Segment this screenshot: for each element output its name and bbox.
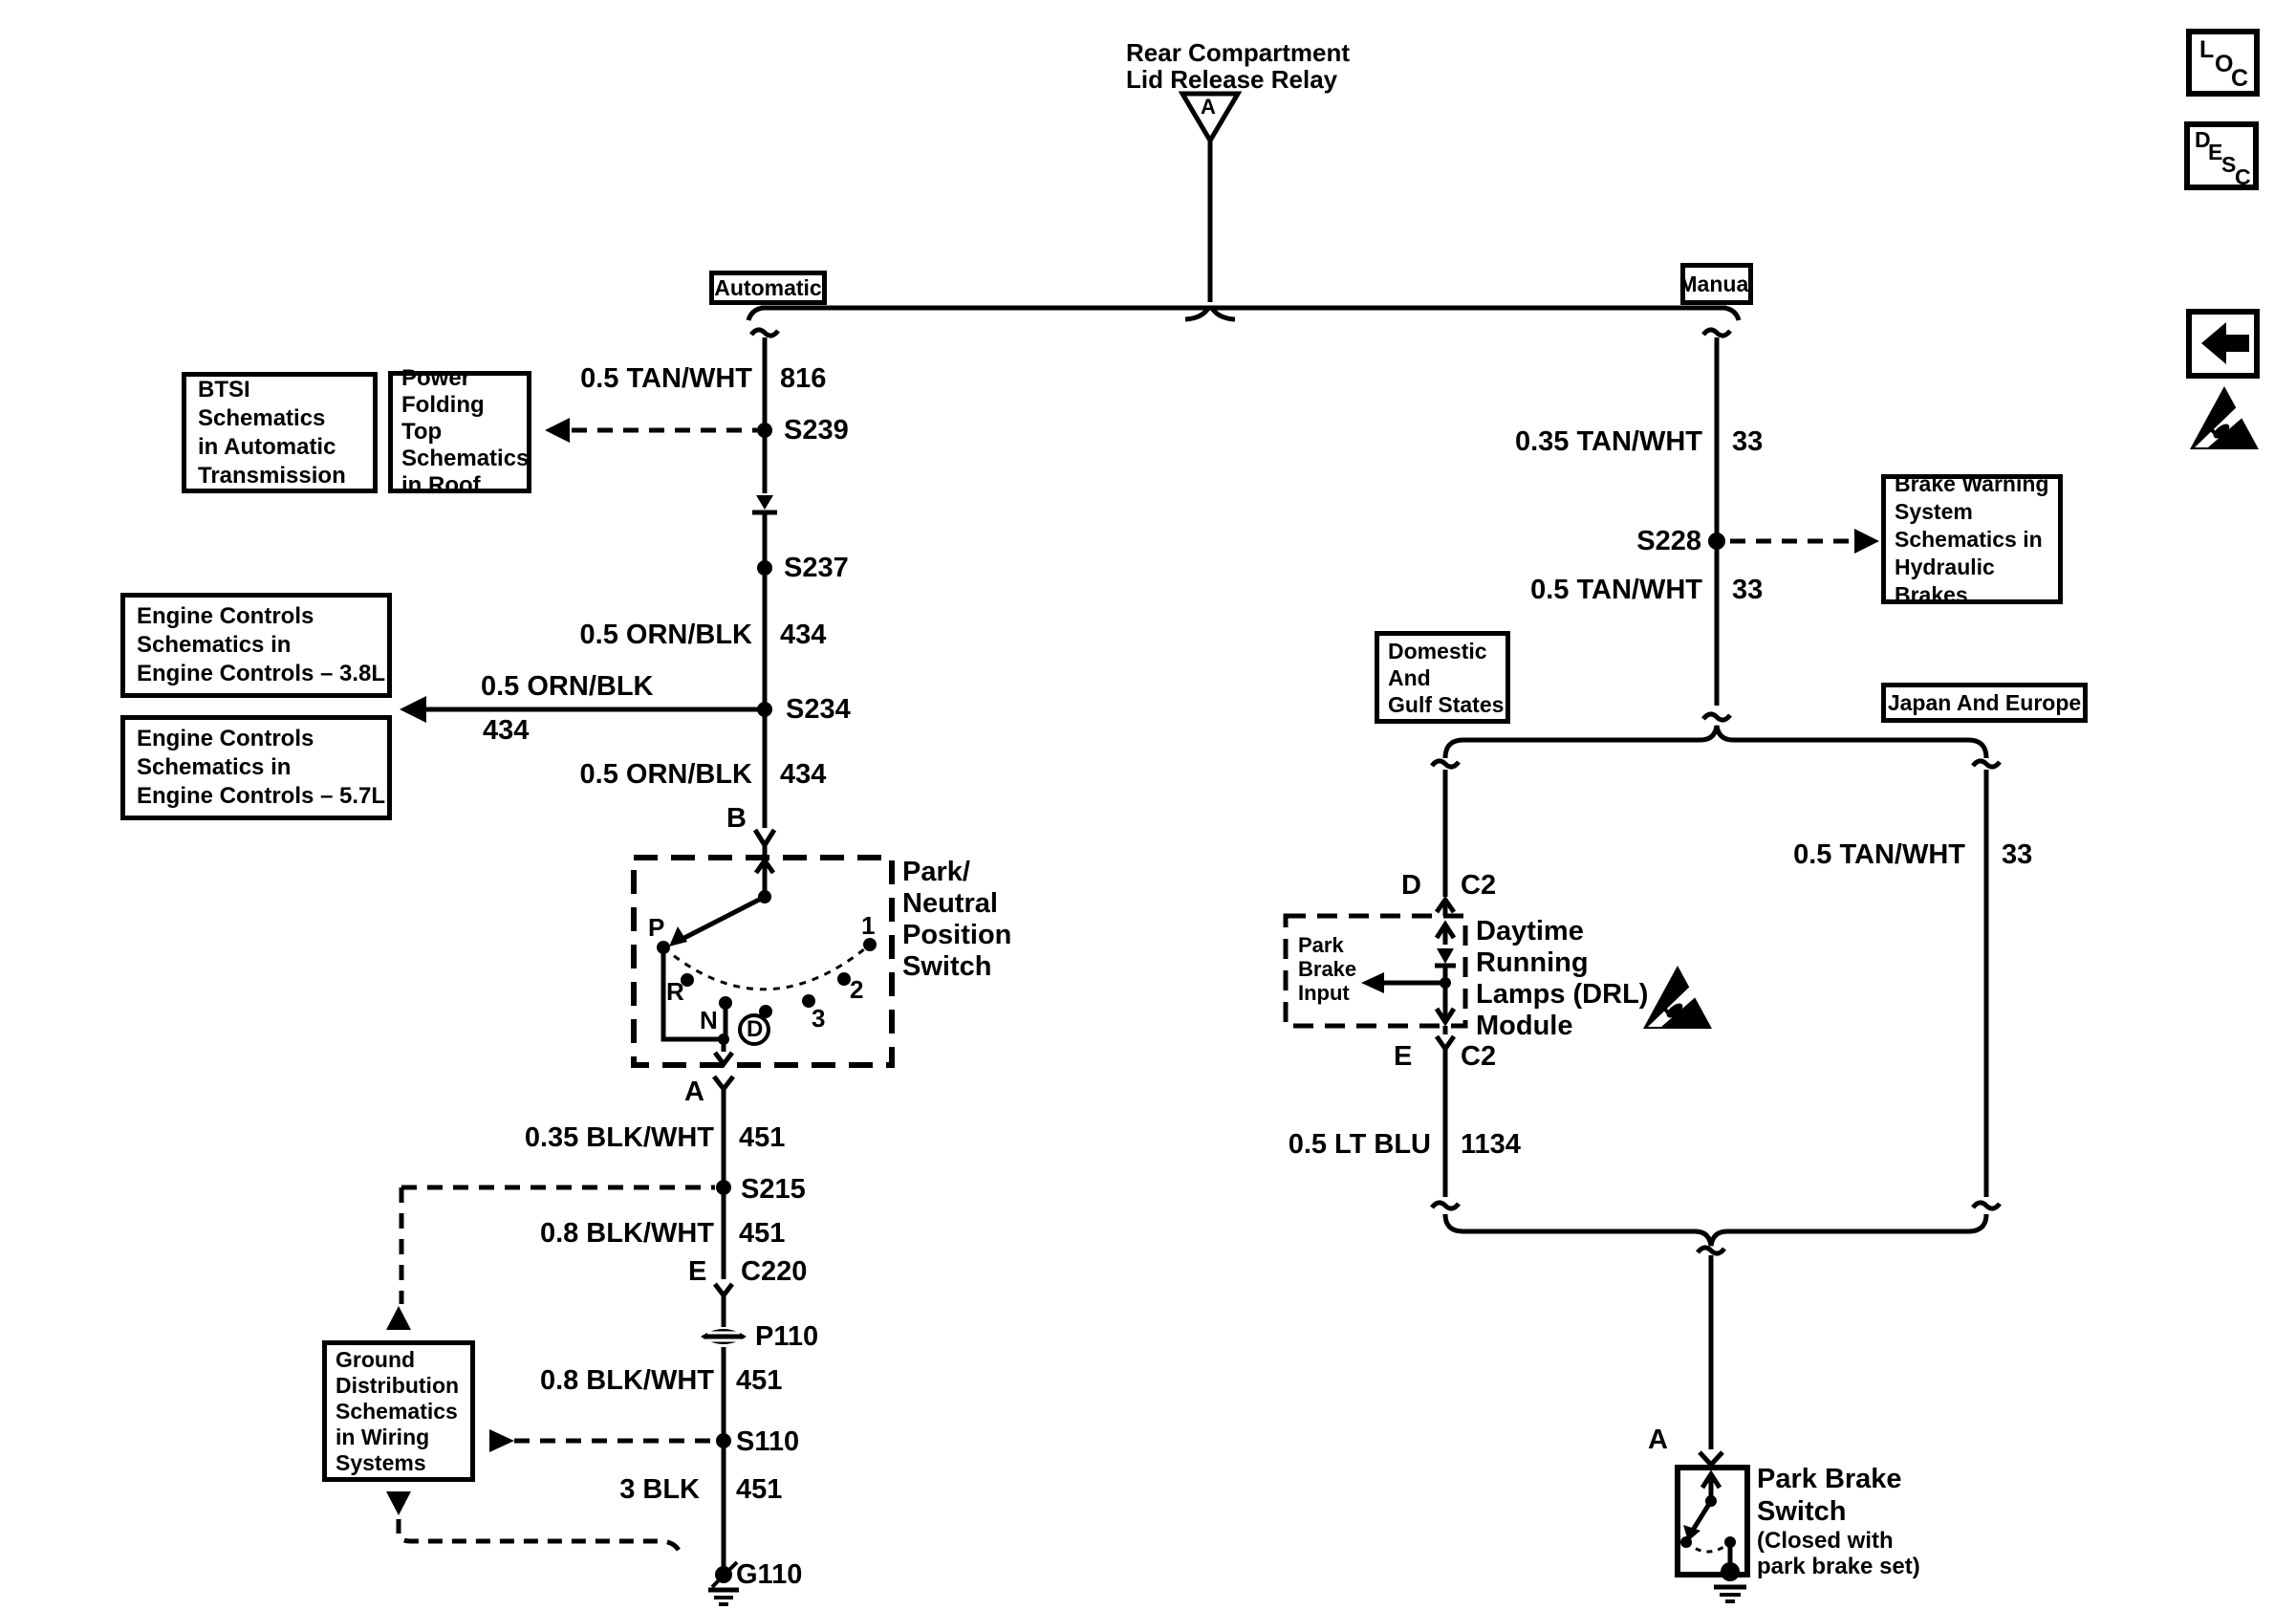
ref-line: Folding Top bbox=[401, 392, 485, 445]
park-brake-switch-title bbox=[1757, 1463, 1920, 1579]
desc-letter: E bbox=[2208, 140, 2223, 164]
splice-label-s215: S215 bbox=[741, 1174, 806, 1205]
splice-dot-s237 bbox=[757, 560, 772, 576]
wire-label-3blk: 3 BLK bbox=[619, 1474, 700, 1505]
pnp-title-line: Switch bbox=[902, 951, 992, 982]
automatic-tag-label: Automatic bbox=[714, 274, 822, 300]
ref-box-engine-38 bbox=[120, 593, 392, 698]
connector-label-c2-top: C2 bbox=[1461, 870, 1497, 901]
desc-letter: D bbox=[2195, 127, 2211, 152]
ref-line: Schematics in bbox=[1895, 526, 2043, 552]
option-bus bbox=[748, 307, 1739, 320]
ref-line: Schematics bbox=[336, 1398, 458, 1424]
ref-line: Engine Controls bbox=[137, 603, 314, 629]
manual-tag-label: Manual bbox=[1679, 271, 1755, 296]
drl-module-name bbox=[1476, 916, 1648, 1042]
pnp-title-line: Neutral bbox=[902, 888, 998, 919]
ref-line: Brake Warning bbox=[1895, 470, 2049, 496]
circuit-451-3blk: 451 bbox=[736, 1474, 783, 1505]
manual-branch-wire bbox=[1703, 330, 1730, 720]
back-arrow-button[interactable] bbox=[2186, 309, 2260, 379]
ref-line: Schematics in bbox=[137, 632, 292, 658]
pnp-pos-d: D bbox=[747, 1016, 764, 1042]
wire-label-451-08a: 0.8 BLK/WHT bbox=[539, 1218, 714, 1249]
splice-dot-s239 bbox=[757, 423, 772, 438]
ref-line: Systems bbox=[336, 1449, 426, 1475]
ref-box-brake-warning bbox=[1881, 470, 2063, 607]
ref-line: in Roof bbox=[401, 472, 481, 498]
pnp-title-line: Position bbox=[902, 920, 1012, 950]
pin-label-d: D bbox=[1401, 870, 1421, 901]
wire-label-434-lower: 0.5 ORN/BLK bbox=[579, 759, 752, 790]
pnp-switch-title bbox=[902, 857, 1011, 983]
wire-label-33-035: 0.35 TAN/WHT bbox=[1514, 426, 1702, 457]
park-brake-switch-symbol bbox=[1678, 1468, 1747, 1601]
circuit-33-japan: 33 bbox=[2002, 839, 2033, 870]
wire-label-434-upper: 0.5 ORN/BLK bbox=[579, 620, 752, 650]
splice-dot-s215 bbox=[716, 1180, 731, 1195]
ref-line: in Wiring bbox=[336, 1424, 430, 1449]
manual-tag-box bbox=[1680, 263, 1753, 305]
wire-label-816: 0.5 TAN/WHT bbox=[580, 363, 752, 394]
ref-line: System bbox=[1895, 498, 1973, 524]
pnp-pos-2: 2 bbox=[850, 975, 864, 1004]
p110-grommet-symbol bbox=[701, 1329, 747, 1344]
connector-label-c2-bottom: C2 bbox=[1461, 1041, 1497, 1072]
wire-label-33-05: 0.5 TAN/WHT bbox=[1530, 575, 1702, 605]
loc-letter: L bbox=[2199, 36, 2215, 63]
drl-name-line: Module bbox=[1476, 1011, 1573, 1041]
splice-label-s228: S228 bbox=[1636, 526, 1701, 556]
loc-letter: C bbox=[2231, 65, 2249, 92]
ref-box-ground-distribution bbox=[322, 1340, 475, 1482]
circuit-434-upper: 434 bbox=[780, 620, 827, 650]
pnp-pos-1: 1 bbox=[861, 911, 876, 940]
desc-letter: C bbox=[2235, 164, 2251, 189]
connector-label-c220: C220 bbox=[741, 1256, 808, 1287]
inline-connector-symbol bbox=[756, 495, 773, 510]
option-merge-brace bbox=[1445, 1214, 1986, 1470]
loc-button[interactable] bbox=[2186, 29, 2260, 97]
automatic-tag-box bbox=[709, 271, 827, 305]
pin-label-a: A bbox=[684, 1077, 704, 1107]
desc-button[interactable] bbox=[2184, 121, 2259, 190]
grommet-label-p110: P110 bbox=[755, 1321, 819, 1352]
circuit-33-035: 33 bbox=[1732, 426, 1764, 457]
pin-label-e: E bbox=[688, 1256, 707, 1287]
esd-warning-icon bbox=[1643, 966, 1712, 1029]
drl-input-line: Input bbox=[1298, 981, 1350, 1005]
pin-label-e2: E bbox=[1394, 1041, 1413, 1072]
pnp-pos-p: P bbox=[648, 913, 665, 942]
pnp-pos-n: N bbox=[700, 1006, 718, 1034]
ref-box-power-folding-top bbox=[388, 365, 531, 498]
s239-dashed-reference bbox=[545, 418, 757, 443]
ref-line: Engine Controls – 5.7L bbox=[137, 783, 386, 809]
pbs-note-line: (Closed with bbox=[1757, 1528, 1894, 1554]
circuit-451-035: 451 bbox=[739, 1122, 786, 1153]
drl-input-line: Park bbox=[1298, 933, 1344, 957]
lower-left-wire bbox=[714, 1077, 733, 1569]
wire-label-1134: 0.5 LT BLU bbox=[1288, 1129, 1431, 1160]
drl-name-line: Running bbox=[1476, 947, 1589, 978]
splice-dot-s234 bbox=[757, 702, 772, 717]
ref-line: Schematics bbox=[401, 446, 530, 471]
pbs-note-line: park brake set) bbox=[1757, 1554, 1920, 1579]
region-box-japan bbox=[1881, 683, 2088, 723]
splice-dot-s228 bbox=[1708, 533, 1725, 550]
relay-name-line2: Lid Release Relay bbox=[1126, 65, 1338, 94]
drl-input-line: Brake bbox=[1298, 957, 1357, 981]
automatic-branch-wire bbox=[751, 330, 778, 893]
ref-line: And bbox=[1388, 664, 1431, 690]
ref-line: Ground bbox=[336, 1346, 416, 1372]
drl-name-line: Daytime bbox=[1476, 916, 1584, 946]
s228-dashed-reference bbox=[1730, 529, 1879, 554]
relay-pin-label: A bbox=[1201, 95, 1216, 119]
desc-letter: S bbox=[2221, 152, 2237, 177]
ref-box-btsi bbox=[182, 372, 378, 493]
wire-label-451-035: 0.35 BLK/WHT bbox=[524, 1122, 714, 1153]
relay-name-line1: Rear Compartment bbox=[1126, 38, 1351, 67]
ref-box-engine-57 bbox=[120, 715, 392, 820]
ref-line: Engine Controls – 3.8L bbox=[137, 661, 386, 686]
splice-label-s234: S234 bbox=[786, 694, 851, 725]
ref-line: BTSI Schematics bbox=[198, 376, 326, 431]
ground-label-g110: G110 bbox=[736, 1559, 803, 1590]
circuit-451-08b: 451 bbox=[736, 1365, 783, 1396]
relay-symbol bbox=[1182, 94, 1238, 302]
circuit-816: 816 bbox=[780, 363, 827, 394]
wire-label-451-08b: 0.8 BLK/WHT bbox=[539, 1365, 714, 1396]
esd-warning-icon bbox=[2190, 386, 2259, 449]
wire-label-33-japan: 0.5 TAN/WHT bbox=[1793, 839, 1965, 870]
pbs-title-line: Park Brake bbox=[1757, 1464, 1902, 1494]
ref-line: Gulf States bbox=[1388, 691, 1505, 717]
splice-label-s237: S237 bbox=[784, 553, 849, 583]
s215-dashed-reference bbox=[386, 1187, 715, 1330]
s110-dashed-reference bbox=[489, 1429, 715, 1452]
ref-line: Schematics in bbox=[137, 754, 292, 780]
loc-letter: O bbox=[2215, 51, 2234, 77]
splice-label-s110: S110 bbox=[736, 1426, 800, 1457]
drl-park-brake-input bbox=[1298, 933, 1356, 1005]
ref-line: Hydraulic Brakes bbox=[1895, 554, 1995, 607]
g110-ground-symbol bbox=[708, 1562, 739, 1604]
pin-label-a2: A bbox=[1648, 1425, 1668, 1455]
circuit-1134: 1134 bbox=[1461, 1129, 1521, 1160]
ref-line: Transmission bbox=[198, 462, 346, 489]
circuit-33-05: 33 bbox=[1732, 575, 1764, 605]
pnp-pos-3: 3 bbox=[812, 1004, 826, 1033]
ref-line: Domestic bbox=[1388, 638, 1487, 664]
ref-line: Power bbox=[401, 365, 471, 391]
circuit-434-branch: 434 bbox=[483, 715, 530, 746]
pin-label-b: B bbox=[726, 803, 747, 834]
ref-line: Distribution bbox=[336, 1372, 460, 1398]
splice-label-s239: S239 bbox=[784, 415, 849, 446]
region-box-domestic bbox=[1375, 631, 1510, 724]
pnp-pos-r: R bbox=[666, 977, 684, 1006]
pbs-title-line: Switch bbox=[1757, 1496, 1847, 1527]
pnp-title-line: Park/ bbox=[902, 857, 970, 887]
wire-label-434-branch: 0.5 ORN/BLK bbox=[481, 671, 654, 702]
back-arrow-icon bbox=[2192, 315, 2254, 373]
circuit-451-08a: 451 bbox=[739, 1218, 786, 1249]
drl-name-line: Lamps (DRL) bbox=[1476, 979, 1649, 1010]
splice-dot-s110 bbox=[716, 1433, 731, 1448]
circuit-434-lower: 434 bbox=[780, 759, 827, 790]
region-japan-label: Japan And Europe bbox=[1887, 689, 2082, 715]
ref-line: in Automatic bbox=[198, 433, 336, 460]
ref-line: Engine Controls bbox=[137, 726, 314, 751]
